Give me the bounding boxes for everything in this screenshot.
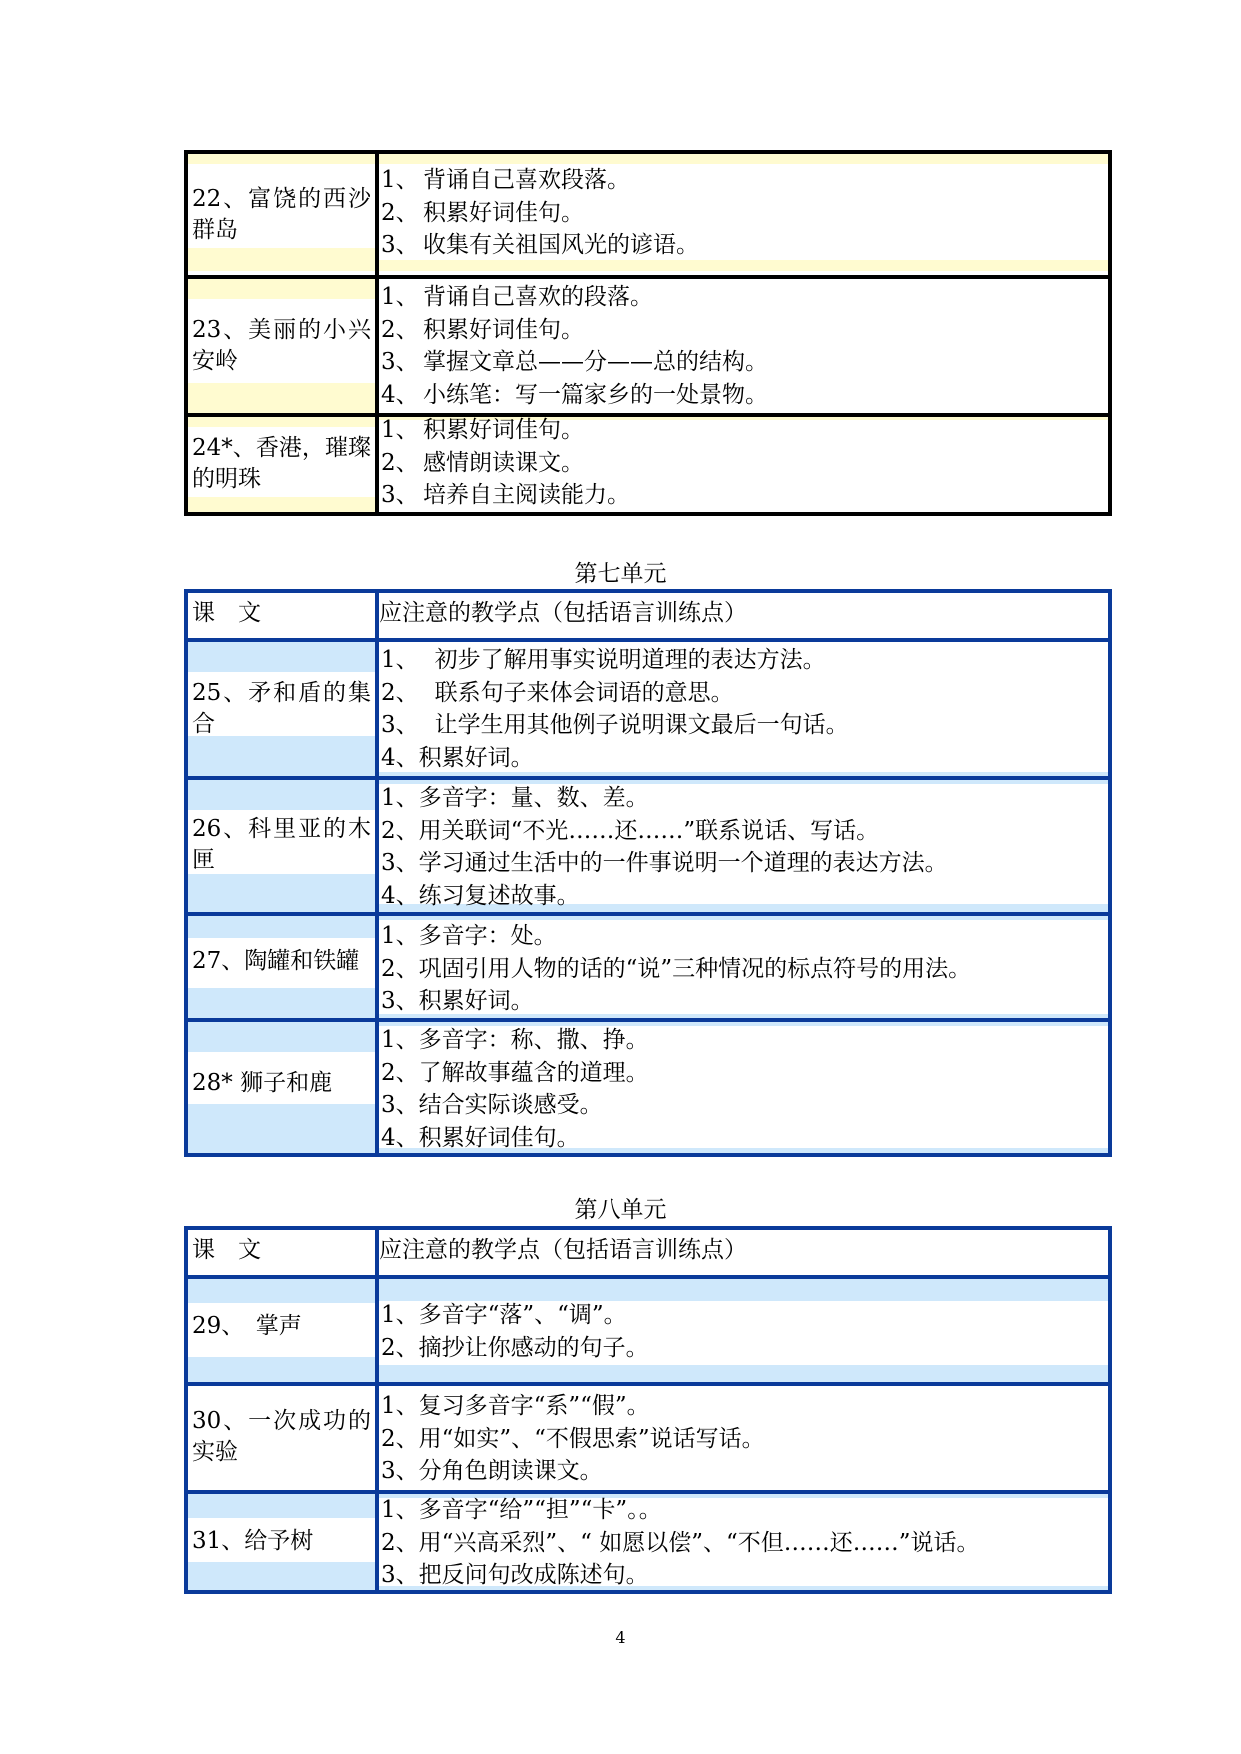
table-header-row <box>188 1230 1108 1275</box>
lesson-title: 27、陶罐和铁罐 <box>192 948 360 974</box>
unit8-table <box>184 1226 1112 1594</box>
list-item: 2、摘抄让你感动的句子。 <box>381 1334 649 1361</box>
lesson-cell <box>188 1494 379 1590</box>
points-cell <box>379 1022 1108 1153</box>
list-item: 1、多音字：处。 <box>381 923 557 949</box>
list-item: 3、积累好词。 <box>381 988 534 1014</box>
points-cell <box>379 780 1108 912</box>
points-cell <box>379 642 1108 776</box>
points-cell <box>379 1279 1108 1382</box>
list-item: 1、多音字：量、数、差。 <box>381 785 649 811</box>
list-item: 4、积累好词。 <box>381 744 534 771</box>
column-header-points: 应注意的教学点（包括语言训练点） <box>379 1237 747 1263</box>
list-item: 2、了解故事蕴含的道理。 <box>381 1059 649 1086</box>
table-row <box>188 1018 1108 1153</box>
lesson-cell <box>188 780 379 912</box>
list-item: 1、多音字“给”“担”“卡”。。 <box>381 1497 662 1523</box>
unit7-heading: 第七单元 <box>574 561 667 587</box>
table-row <box>188 413 1108 512</box>
unit8-heading: 第八单元 <box>574 1197 667 1223</box>
lesson-title: 29、 掌声 <box>192 1313 302 1339</box>
points-cell <box>379 417 1108 512</box>
list-item: 2、用关联词“不光……还……”联系说话、写话。 <box>381 817 880 844</box>
column-header-lesson: 课 文 <box>192 1237 261 1263</box>
lesson-title: 24*、香港，璀璨的明珠 <box>192 435 371 492</box>
column-header-lesson: 课 文 <box>192 600 261 626</box>
list-item: 1、多音字：称、撒、挣。 <box>381 1027 649 1053</box>
list-item: 1、复习多音字“系”“假”。 <box>381 1393 650 1419</box>
lesson-title: 22、富饶的西沙群岛 <box>192 186 371 243</box>
table-row <box>188 912 1108 1018</box>
lesson-title: 25、矛和盾的集合 <box>192 680 371 737</box>
list-item: 3、学习通过生活中的一件事说明一个道理的表达方法。 <box>381 850 948 876</box>
list-item: 2、 积累好词佳句。 <box>381 316 584 343</box>
list-item: 3、 掌握文章总——分——总的结构。 <box>381 349 768 375</box>
table-row <box>188 1275 1108 1382</box>
table-row <box>188 776 1108 912</box>
lesson-title: 31、给予树 <box>192 1528 314 1554</box>
list-item: 2、用“兴高采烈”、“ 如愿以偿”、“不但……还……”说话。 <box>381 1529 980 1556</box>
lesson-cell <box>188 279 379 413</box>
list-item: 3、结合实际谈感受。 <box>381 1092 603 1118</box>
unit7-table <box>184 589 1112 1157</box>
table-header-row <box>188 593 1108 638</box>
list-item: 3、分角色朗读课文。 <box>381 1458 603 1484</box>
list-item: 2、 感情朗读课文。 <box>381 449 584 476</box>
points-cell <box>379 916 1108 1018</box>
table-row <box>188 1490 1108 1590</box>
lesson-cell <box>188 916 379 1018</box>
list-item: 1、 背诵自己喜欢段落。 <box>381 167 630 193</box>
page-number: 4 <box>615 1628 626 1647</box>
table-row <box>188 1382 1108 1490</box>
lesson-cell <box>188 1386 379 1490</box>
points-cell <box>379 279 1108 413</box>
list-item: 3、 培养自主阅读能力。 <box>381 482 630 508</box>
list-item: 1、 初步了解用事实说明道理的表达方法。 <box>381 647 826 673</box>
table-row <box>188 638 1108 776</box>
list-item: 1、多音字“落”、“调”。 <box>381 1302 627 1328</box>
list-item: 1、 积累好词佳句。 <box>381 417 584 443</box>
list-item: 3、 让学生用其他例子说明课文最后一句话。 <box>381 712 849 738</box>
lesson-cell <box>188 1022 379 1153</box>
lesson-cell <box>188 154 379 275</box>
list-item: 2、巩固引用人物的话的“说”三种情况的标点符号的用法。 <box>381 955 972 982</box>
list-item: 3、 收集有关祖国风光的谚语。 <box>381 232 699 258</box>
list-item: 2、用“如实”、“不假思索”说话写话。 <box>381 1425 765 1452</box>
lesson-title: 23、美丽的小兴安岭 <box>192 317 371 374</box>
list-item: 2、 联系句子来体会词语的意思。 <box>381 679 734 706</box>
points-cell <box>379 1494 1108 1590</box>
lesson-cell <box>188 1279 379 1382</box>
list-item: 4、练习复述故事。 <box>381 882 580 909</box>
lesson-cell <box>188 417 379 512</box>
table-row <box>188 275 1108 413</box>
list-item: 3、把反问句改成陈述句。 <box>381 1562 649 1588</box>
list-item: 4、 小练笔：写一篇家乡的一处景物。 <box>381 381 768 408</box>
lesson-cell <box>188 642 379 776</box>
points-cell <box>379 154 1108 275</box>
list-item: 4、积累好词佳句。 <box>381 1124 580 1151</box>
list-item: 1、 背诵自己喜欢的段落。 <box>381 284 653 310</box>
lesson-title: 26、科里亚的木匣 <box>192 816 371 873</box>
unit6-table <box>184 150 1112 516</box>
list-item: 2、 积累好词佳句。 <box>381 199 584 226</box>
points-cell <box>379 1386 1108 1490</box>
lesson-title: 28* 狮子和鹿 <box>192 1070 333 1096</box>
table-row <box>188 154 1108 275</box>
lesson-title: 30、一次成功的实验 <box>192 1408 371 1465</box>
column-header-points: 应注意的教学点（包括语言训练点） <box>379 600 747 626</box>
